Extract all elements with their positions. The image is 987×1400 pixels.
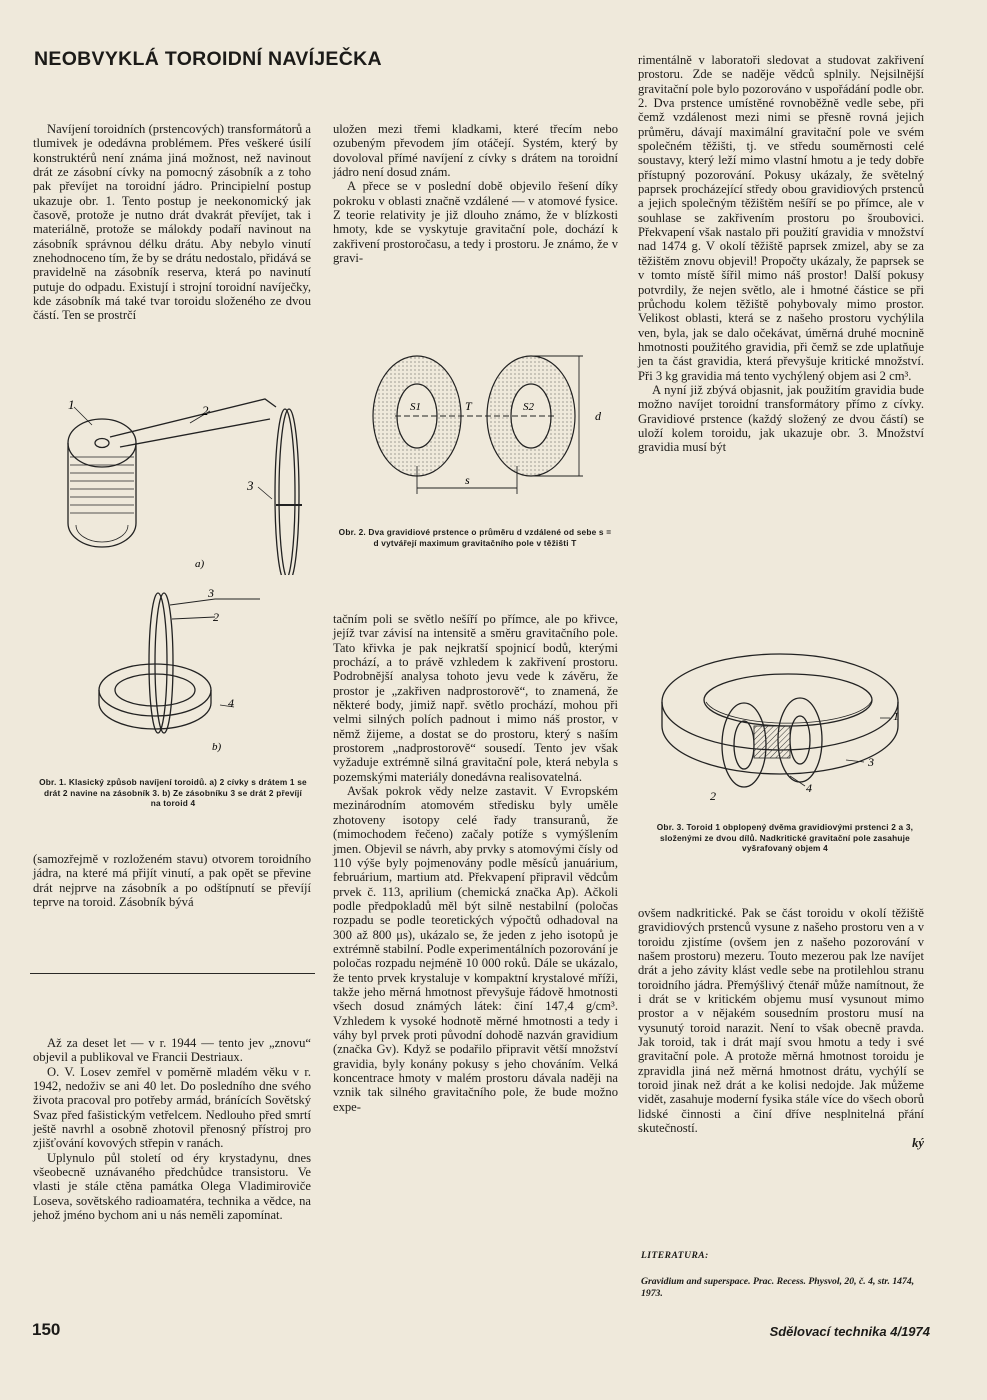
column-2-top <box>333 122 618 265</box>
paragraph: Navíjení toroidních (prstencových) transformátorů a tlumivek je odedávna problémem. Přes veškeré úsilí konstruktérů není známa jiná možnost, než navinout drát ze zásobní cívky na pomocný zásobník a z toho pak převíjet na toroidní jádro. Principielní postup ukazuje obr. 1. Tento postup je neekonomický jak časově, protože je nutno drát dvakrát převíjet, tak i materiálně, protože se málokdy podaří navinout na zásobník správnou délku drátu. Aby nebylo vinutí znehodnoceno tím, že by se drátu nedostalo, přidává se pravidelně na zásobník reserva, která po navinutí putuje do odpadu. Existují i strojní toroidní navíječky, kde zásobník má také tvar toroidu složeného ze dvou částí. Ten se prostrčí <box>33 122 311 323</box>
fig1a-label-1: 1 <box>68 397 75 412</box>
fig1a-label-a: a) <box>195 558 205 570</box>
divider <box>30 973 315 974</box>
paragraph: Avšak pokrok vědy nelze zastavit. V Evropském mezinárodním atomovém středisku byly uměle zhotoveny isotopy celé řady transuranů, že (mimochodem řečeno) začaly potíže s vymýšlením jmen. Objevil se návrh, aby prvky s atomovými čísly od 110 výše byly pojmenovány podle měsíců januárium, februárium, martium atd. Překvapení připravil vědcům prvek č. 113, aprilium (chemická značka Ap). Ačkoli podle předpokladů měl být silně nestabilní (poločas rozpadu se podle teoretických výpočtů odhadoval na 300 až 800 μs), ukázalo se, že jeden z jeho isotopů je extrémně stabilní. Podle experimentálních pozorování je poločas rozpadu nejméně 10 000 roků. Dále se ukázalo, že tento prvek krystaluje v kompaktní krystalové mříži, takže jeho měrná hmotnost převyšuje řádově hmotnosti všech dosud známých látek: činí 147,4 g/cm³. Vzhledem k vysoké hodnotě měrné hmotnosti a tedy i váhy byl prvek proti původní dohodě nazván gravidium (značka Gv). Když se podařilo připravit větší množství gravidia, byly konány pokusy s jeho chováním. Velká koncentrace hmoty v malém prostoru dávala naději na vznik tak silného gravitačního pole, že bude možno expe- <box>333 784 618 1114</box>
column-3-top <box>638 53 924 455</box>
figure-1-caption: Obr. 1. Klasický způsob navíjení toroidů. a) 2 cívky s drátem 1 se drát 2 navine na zásobník 3. b) Ze zásobníku 3 se drát 2 převíjí na toroid 4 <box>39 777 307 808</box>
paragraph: A nyní již zbývá objasnit, jak použitím gravidia bude možno navíjet toroidní transformátory přímo z cívky. Gravidiové prstence (každý složený ze dvou částí) se uloží kolem toroidu, jak ukazuje obr. 3. Množství gravidia musí být <box>638 382 924 455</box>
fig1a-label-2: 2 <box>202 403 209 418</box>
figure-1b <box>70 585 310 755</box>
fig2-label-s2: S2 <box>523 401 534 413</box>
fig2-label-d: d <box>595 409 601 423</box>
fig3-label-4: 4 <box>806 781 812 795</box>
page-number: 150 <box>32 1320 61 1339</box>
figure-2-caption: Obr. 2. Dva gravidiové prstence o průměru d vzdálené od sebe s = d vytvářejí maximum gravitačního pole v těžišti T <box>338 527 612 548</box>
paragraph: A přece se v poslední době objevilo řešení díky pokroku v oblasti značně vzdálené — v atomové fysice. Z teorie relativity je již dlouho známo, že v blízkosti hmoty, kde se vyskytuje gravitační pole, dochází k zakřivení prostoročasu, a tedy i prostoru. Je známo, že v gravi- <box>333 179 618 266</box>
fig1b-label-b: b) <box>212 741 222 753</box>
paragraph: Až za deset let — v r. 1944 — tento jev „znovu“ objevil a publikoval ve Francii Destriaux. <box>33 1036 311 1065</box>
fig1b-label-3: 3 <box>208 586 214 600</box>
figure-2 <box>365 348 615 513</box>
paragraph: tačním poli se světlo nešíří po přímce, ale po křivce, jejíž tvar závisí na intensitě a směru gravitačního pole. Tato křivka je pak nejkratší spojnicí bodů, kterými prochází, a to právě vzhledem k zakřivení prostoru. Podrobnější analysa tohoto jevu vede k závěru, že prostor je „zakřiven nadprostorově“, to znamená, že některé body, jimiž např. světlo prochází, mohou při velmi silných polích padnout i mimo náš prostor, v němž žijeme, a dostat se do prostoru, který s naším prostorem „nadprostorově“ sousedí. Tento jev však vyžaduje extrémně silná gravitační pole, která nebyla s pozemskými materiály donedávna realisovatelná. <box>333 612 618 784</box>
paragraph: O. V. Losev zemřel v poměrně mladém věku v r. 1942, nedoživ se ani 40 let. Do posledního dne svého života pracoval pro potřeby armád, bránících Sovětský Svaz před fašistickým vetřelcem. Nedlouho před smrtí ještě navrhl a osobně zhotovil přenosný přístroj pro zjišťování kovových střepin v ranách. <box>33 1064 311 1151</box>
paragraph: ovšem nadkritické. Pak se část toroidu v okolí těžiště gravidiových prstenců vysune z našeho prostoru ven a v toroidu zjistíme (ovšem jen z našeho pozorování v našem prostoru) mezeru. Touto mezerou pak lze navíjet drát a jeho závity klást vedle sebe na protilehlou stranu toroidního jádra. Přemýšlivý čtenář může namítnout, že i drát se v kritickém objemu musí vysunout mimo prostor a v nějakém sousedním prostoru musí na vysunutý toroid narazit. Není to však obecně pravda. Jak toroid, tak i drát mají svou hmotu a tedy i své gravitační pole. A protože měrná hmotnost toroidu je zpravidla jiná než měrná hmotnost drátu, vychýlí se toroid jinak než drát a ke kolisi nedojde. Jak můžeme vidět, zasahuje moderní fysika stále více do všech oborů lidské činnosti a činí dříve nesplnitelná přání skutečností. <box>638 906 924 1136</box>
column-1-top <box>33 122 311 323</box>
literature-heading: LITERATURA: <box>641 1251 709 1261</box>
article-title: NEOBVYKLÁ TOROIDNÍ NAVÍJEČKA <box>34 48 382 70</box>
paragraph: uložen mezi třemi kladkami, které třecím nebo ozubeným převodem jím otáčejí. Systém, který by dovoloval přímé navíjení z cívky s drátem na toroidní jádro není dosud znám. <box>333 122 618 180</box>
literature-reference: Gravidium and superspace. Prac. Recess. Physvol, 20, č. 4, str. 1474, 1973. <box>641 1276 915 1299</box>
fig2-label-s1: S1 <box>410 401 421 413</box>
column-1-middle <box>33 852 311 909</box>
fig3-label-2: 2 <box>710 789 716 803</box>
paragraph: rimentálně v laboratoři sledovat a studovat zakřivení prostoru. Zde se naděje vědců splnily. Nejsilnější gravitační pole bylo pozorováno v uspořádání podle obr. 2. Dva prstence umístěné rovnoběžně vedle sebe, při čemž vzdálenost mezi nimi se přesně rovná jejich průměru, dávají maximální gravitační pole ve svém společném těžišti, tj. ve středu souměrnosti celé soustavy, který leží mimo vlastní hmotu a je tedy dobře přístupný pozorování. Pokusy ukázaly, že světelný paprsek procházející středy obou gravidiových prstenců a jejich společným těžištěm nešíří se po přímce, ale v souhlase se zakřivením prostoru po šroubovici. Překvapení však nastalo při použití gravidia v množství nad 1474 g. V okolí těžiště paprsek zmizel, aby se za těžištěm znovu objevil! Propočty ukázaly, že paprsek se v tomto místě šířil mimo náš prostor! Další pokusy potvrdily, že nejen světlo, ale i hmotné částice se při průchodu kolem těžiště pohybovaly mimo prostor. Velikost oblasti, která se z našeho prostoru vychýlila ven, byla, jak se dalo očekávat, úměrná druhé mocnině hmotnosti použitého gravidia, při čemž se zde uplatňuje jen ta část gravidia, která převyšuje kritické množství. Při 3 kg gravidia má tento vychýlený objem asi 2 cm³. <box>638 53 924 383</box>
paragraph: (samozřejmě v rozloženém stavu) otvorem toroidního jádra, na které má přijít vinutí, a pak opět se převine drát nejprve na zásobník a po odštípnutí se převíjí teprve na toroid. Zásobník bývá <box>33 852 311 910</box>
figure-3 <box>650 640 915 810</box>
fig2-label-t: T <box>465 399 472 413</box>
column-2-bottom <box>333 612 618 1114</box>
figure-1a <box>40 395 330 575</box>
fig2-label-s: s <box>465 473 470 487</box>
figure-3-caption: Obr. 3. Toroid 1 obplopený dvěma gravidiovými prstenci 2 a 3, složenými ze dvou dílů. Nadkritické gravitační pole zasahuje vyšrafovaný objem 4 <box>656 822 914 853</box>
fig3-label-3: 3 <box>868 755 874 769</box>
author-signature: ký <box>912 1135 924 1150</box>
journal-name: Sdělovací technika 4/1974 <box>769 1324 930 1339</box>
column-3-bottom <box>638 906 924 1150</box>
fig1b-label-4: 4 <box>228 696 234 710</box>
fig1b-label-2: 2 <box>213 610 219 624</box>
column-1-bottom <box>33 1036 311 1222</box>
paragraph: Uplynulo půl století od éry krystadynu, dnes všeobecně uznávaného předchůdce transistoru. Ve vlasti je stále ctěna památka Olega Vladimiroviče Loseva, sovětského radioamatéra, technika a vědce, na jehož jméno bychom ani u nás neměli zapomínat. <box>33 1150 311 1223</box>
fig1a-label-3: 3 <box>247 478 254 493</box>
fig3-label-1: 1 <box>893 709 899 723</box>
